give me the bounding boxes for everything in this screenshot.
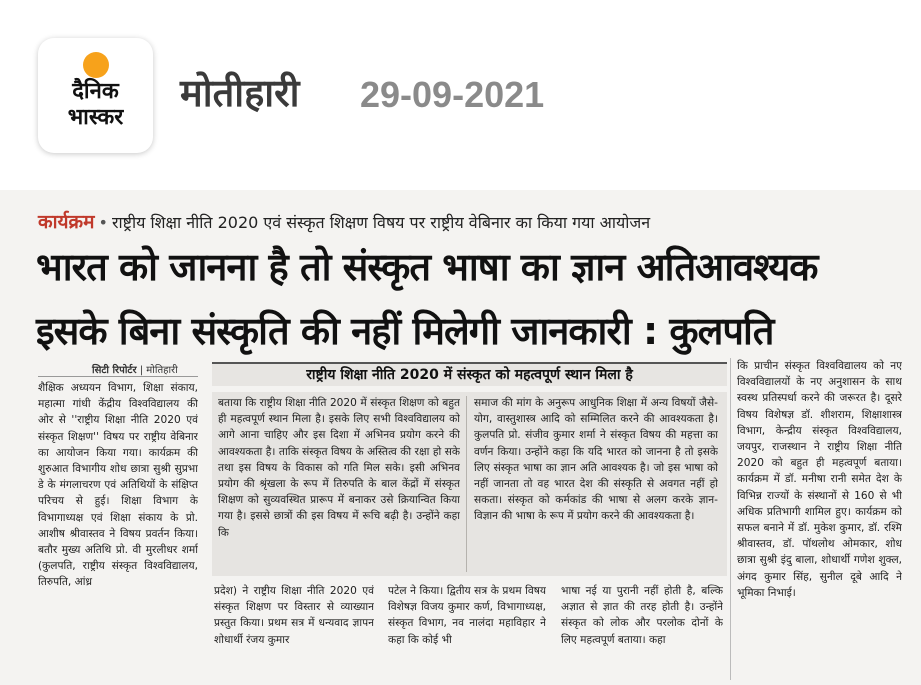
article-column-3 [474, 395, 718, 573]
dainik-bhaskar-logo-icon [38, 38, 153, 153]
newspaper-clipping [0, 190, 921, 685]
logo-text-line1: दैनिक [72, 79, 119, 104]
article-subheadline: राष्ट्रीय शिक्षा नीति 2020 में संस्कृत को महत्वपूर्ण स्थान मिला है [212, 362, 727, 386]
edition-city: मोतीहारी [180, 71, 300, 115]
column-3-text: समाज की मांग के अनुरूप आधुनिक शिक्षा में अन्य विषयों जैसे- योग, वास्तुशास्त्र आदि को सम्मिलित करने की आवश्यकता है। कुलपति प्रो. संजीव कुमार शर्मा ने संस्कृत विषय की महत्ता का वर्णन किया। उन्होंने कहा कि यदि भारत को जानना है तो इसके लिए संस्कृत भाषा का ज्ञान अति आवश्यक है। जो इस भाषा को नहीं जानता तो वह भारत देश की संस्कृति से अवगत नहीं हो सकता। संस्कृत को कर्मकांड की भाषा से अलग करके ज्ञान-विज्ञान की भाषा के रूप में प्रयोग करने की आवश्यकता है। [474, 397, 718, 523]
column-divider [466, 396, 467, 572]
article-column-1 [38, 380, 198, 680]
page-header [0, 0, 921, 190]
right-column-rule [730, 358, 731, 680]
column-1-text: शैक्षिक अध्ययन विभाग, शिक्षा संकाय, महात्मा गांधी केंद्रीय विश्वविद्यालय की ओर से ''राष्ट्रीय शिक्षा नीति 2020 एवं संस्कृत शिक्षण'' विषय पर राष्ट्रीय वेबिनार का आयोजन किया गया। कार्यक्रम की शुरुआत विभागीय शोध छात्रा सुश्री सुप्रभा डे के मंगलाचरण एवं अतिथियों के संक्षिप्त परिचय से हुई। शिक्षा विभाग के विभागाध्यक्ष एवं शिक्षा संकाय के प्रो. आशीष श्रीवास्तव ने विषय प्रवर्तन किया। बतौर मुख्य अतिथि प्रो. वी मुरलीधर शर्मा (कुलपति, राष्ट्रीय संस्कृत विश्वविद्यालय, तिरुपति, आंध्र [38, 382, 198, 589]
logo-text-line2: भास्कर [67, 105, 124, 130]
kicker-bullet: • [98, 213, 108, 232]
byline-name: सिटी रिपोर्टर [92, 365, 137, 376]
edition-date: 29-09-2021 [360, 74, 545, 115]
headline-line-2: इसके बिना संस्कृति की नहीं मिलेगी जानकारी : कुलपति [36, 309, 774, 353]
column-6-text: भाषा नई या पुरानी नहीं होती है, बल्कि अज्ञात से ज्ञात की तरह होती है। उन्होंने संस्कृत को लोक और परलोक दोनों के लिए महत्वपूर्ण बताया। कहा [561, 585, 723, 646]
article-column-6 [561, 583, 723, 679]
article-kicker [38, 210, 650, 235]
column-7-text: कि प्राचीन संस्कृत विश्वविद्यालय को नए विश्वविद्यालयों के नए अनुशासन के साथ स्वस्थ प्रतिस्पर्धा करने की जरूरत है। दूसरे विषय विशेषज्ञ डॉ. शीशराम, शिक्षाशास्त्र विभाग, केन्द्रीय संस्कृत विश्वविद्यालय, जयपुर, राजस्थान ने राष्ट्रीय शिक्षा नीति 2020 को बहुत ही महत्वपूर्ण बताया। कार्यक्रम में डॉ. मनीषा रानी समेत देश के विभिन्न राज्यों के संस्थानों से 160 से भी अधिक प्रतिभागी शामिल हुए। कार्यक्रम को सफल बनाने में डॉ. मुकेश कुमार, डॉ. रश्मि श्रीवास्तव, डॉ. पॉथलोथ ओमकार, शोध छात्रा सुश्री इंदु बाला, शोधार्थी गणेश शुक्ल, अंगद कुमार सिंह, सुनील दूबे आदि ने भूमिका निभाई। [737, 360, 902, 599]
column-2-text: बताया कि राष्ट्रीय शिक्षा नीति 2020 में संस्कृत शिक्षण को बहुत ही महत्वपूर्ण स्थान मिला है। इसके लिए सभी विश्वविद्यालय को आगे आना चाहिए और इस दिशा में अभिनव प्रयोग करने की आवश्यकता है। ताकि संस्कृत विषय के अस्तित्व की रक्षा हो सके तथा इस विषय के विकास को गति मिल सके। इसी अभिनव प्रयोग की श्रृंखला के रूप में तिरुपति के बाल केंद्रों में संस्कृत शिक्षण को सुव्यवस्थित प्रारूप में बनाकर उसे क्रियान्वित किया गया है। इससे छात्रों की इस विषय में रूचि बढ़ी है। उन्होंने कहा कि [218, 397, 460, 539]
headline-line-1: भारत को जानना है तो संस्कृत भाषा का ज्ञान अतिआवश्यक [36, 245, 818, 289]
article-column-4 [214, 583, 374, 679]
logo-sun-icon [83, 52, 109, 78]
byline-rule [38, 376, 198, 377]
article-column-7 [737, 358, 902, 680]
byline: सिटी रिपोर्टर | मोतिहारी [92, 365, 178, 376]
column-5-text: पटेल ने किया। द्वितीय सत्र के प्रथम विषय विशेषज्ञ विजय कुमार कर्ण, विभागाध्यक्ष, संस्कृत विभाग, नव नालंदा महाविहार ने कहा कि कोई भी [388, 585, 546, 646]
kicker-tag: कार्यक्रम [38, 211, 95, 233]
byline-place: मोतिहारी [146, 365, 178, 376]
kicker-text: राष्ट्रीय शिक्षा नीति 2020 एवं संस्कृत शिक्षण विषय पर राष्ट्रीय वेबिनार का किया गया आयोजन [111, 213, 651, 232]
article-column-5 [388, 583, 546, 679]
column-4-text: प्रदेश) ने राष्ट्रीय शिक्षा नीति 2020 एवं संस्कृत शिक्षण पर विस्तार से व्याख्यान प्रस्तुत किया। प्रथम सत्र में धन्यवाद ज्ञापन शोधार्थी रंजय कुमार [214, 585, 374, 646]
article-column-2 [218, 395, 460, 573]
